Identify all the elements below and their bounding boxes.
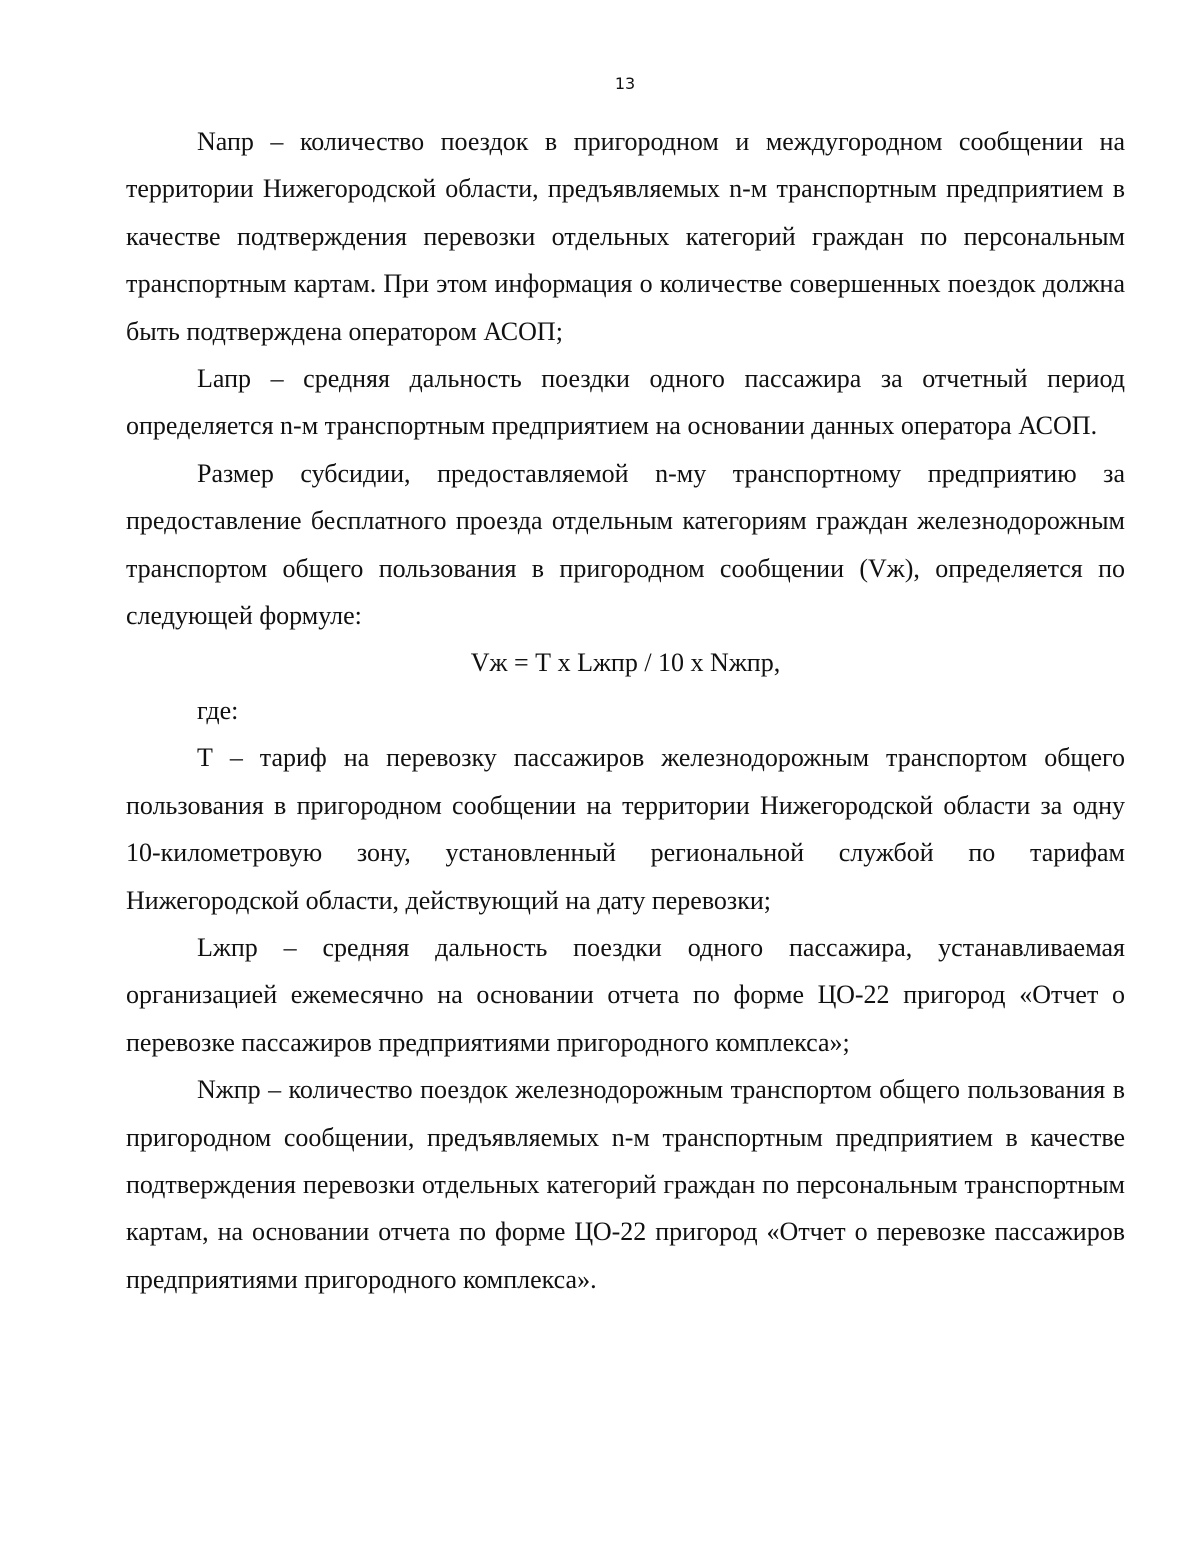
paragraph-tariff-definition: Т – тариф на перевозку пассажиров железнодорожным транспортом общего пользования в пригородном сообщении на территории Нижегородской области за одну 10-километровую зону, установленный региональной службой по тарифам Нижегородской области, действующий на дату перевозки;: [126, 743, 1125, 915]
formula: Vж = Т х Lжпр / 10 х Nжпр,: [470, 648, 781, 678]
paragraph-lapr-definition: Lапр – средняя дальность поездки одного пассажира за отчетный период определяется n-м транспортным предприятием на основании данных оператора АСОП.: [126, 364, 1125, 441]
document-body: [126, 118, 1125, 1303]
paragraph-subsidy-size: Размер субсидии, предоставляемой n-му транспортному предприятию за предоставление бесплатного проезда отдельным категориям граждан железнодорожным транспортом общего пользования в пригородном сообщении (Vж), определяется по следующей формуле:: [126, 458, 1125, 631]
paragraph-nzhpr-definition: Nжпр – количество поездок железнодорожным транспортом общего пользования в пригородном сообщении, предъявляемых n-м транспортным предприятием в качестве подтверждения перевозки отдельных категорий граждан по персональным транспортным картам, на основании отчета по форме ЦО-22 пригород «Отчет о перевозке пассажиров предприятиями пригородного комплекса».: [126, 1075, 1125, 1294]
page-number: 13: [614, 74, 636, 93]
paragraph-where: где:: [197, 695, 239, 725]
paragraph-lzhpr-definition: Lжпр – средняя дальность поездки одного пассажира, устанавливаемая организацией ежемесячно на основании отчета по форме ЦО-22 пригород «Отчет о перевозке пассажиров предприятиями пригородного комплекса»;: [126, 932, 1125, 1057]
paragraph-napr-definition: Nапр – количество поездок в пригородном и междугородном сообщении на территории Нижегородской области, предъявляемых n-м транспортным предприятием в качестве подтверждения перевозки отдельных категорий граждан по персональным транспортным картам. При этом информация о количестве совершенных поездок должна быть подтверждена оператором АСОП;: [126, 127, 1125, 346]
